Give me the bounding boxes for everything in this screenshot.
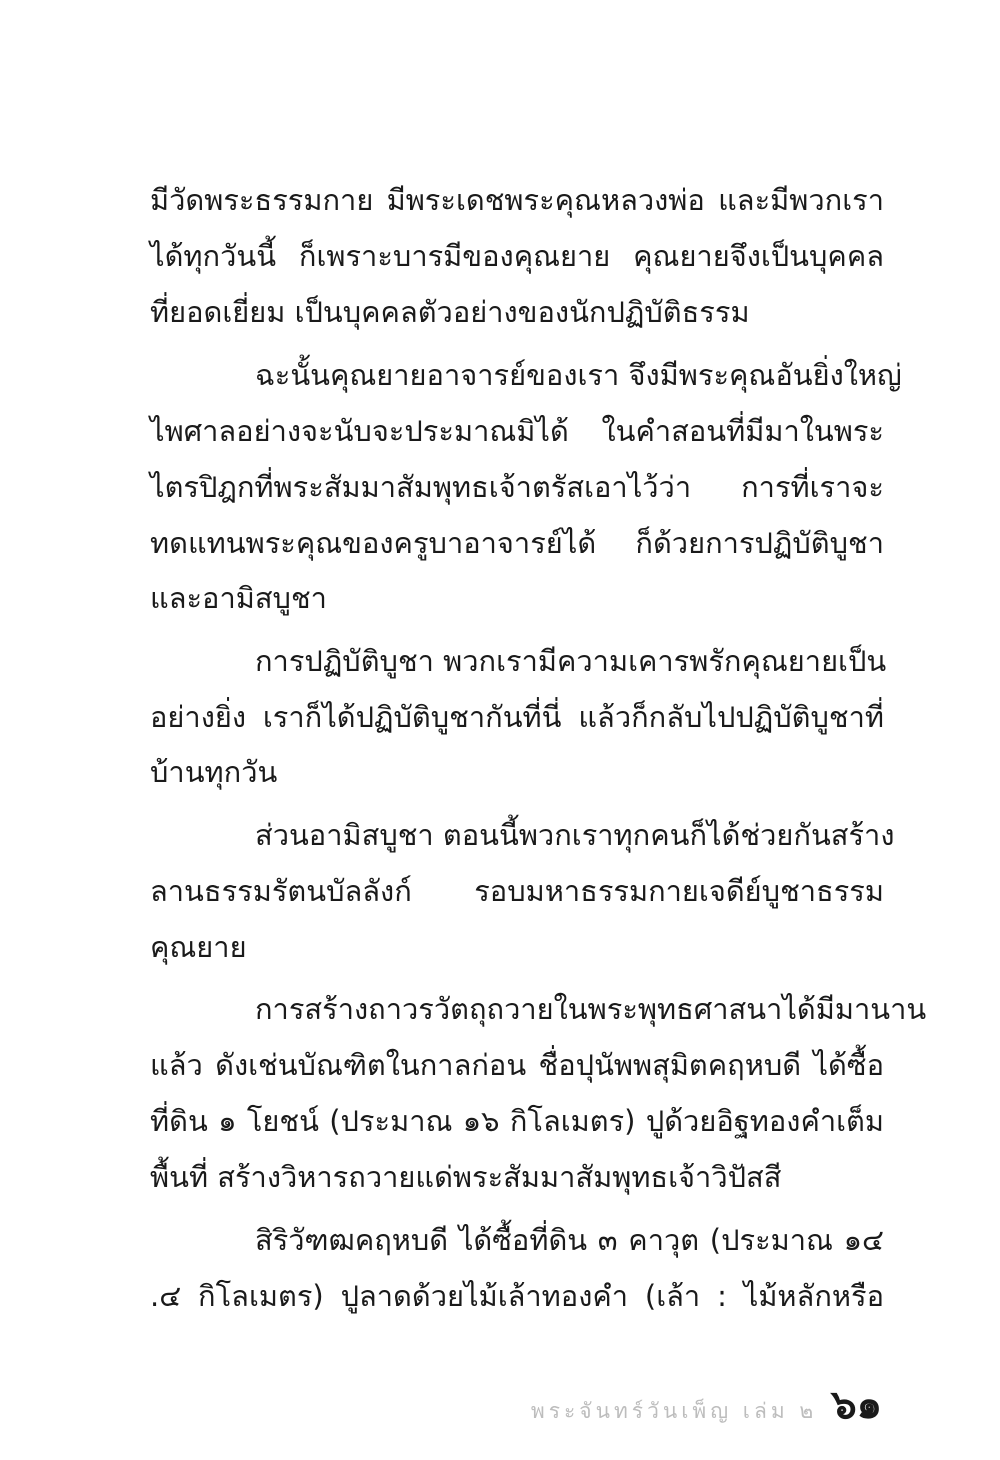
text-line: ที่ยอดเยี่ยม เป็นบุคคลตัวอย่างของนักปฏิบัติธรรม — [150, 295, 750, 329]
running-title: พระจันทร์วันเพ็ญ เล่ม ๒ — [530, 1399, 818, 1423]
paragraph-first-line: ส่วนอามิสบูชา ตอนนี้พวกเราทุกคนก็ได้ช่วยกันสร้าง — [255, 818, 895, 852]
paragraph-first-line: สิริวัฑฒคฤหบดี ได้ซื้อที่ดิน ๓ คาวุต (ประมาณ ๑๔ — [255, 1223, 884, 1257]
text-line: ไพศาลอย่างจะนับจะประมาณมิได้ ในคำสอนที่มีมาในพระ — [150, 414, 884, 448]
text-line: คุณยาย — [150, 930, 247, 964]
text-line: มีวัดพระธรรมกาย มีพระเดชพระคุณหลวงพ่อ และมีพวกเรา — [150, 183, 884, 217]
text-line: ลานธรรมรัตนบัลลังก์ รอบมหาธรรมกายเจดีย์บูชาธรรม — [150, 874, 884, 908]
text-line: แล้ว ดังเช่นบัณฑิตในกาลก่อน ชื่อปุนัพพสุมิตคฤหบดี ได้ซื้อ — [150, 1048, 884, 1082]
page-footer — [530, 1372, 882, 1428]
paragraph-first-line: การสร้างถาวรวัตถุถวายในพระพุทธศาสนาได้มีมานาน — [255, 992, 927, 1026]
text-line: และอามิสบูชา — [150, 581, 327, 615]
text-line: บ้านทุกวัน — [150, 755, 278, 789]
text-line: อย่างยิ่ง เราก็ได้ปฏิบัติบูชากันที่นี่ แล้วก็กลับไปปฏิบัติบูชาที่ — [150, 700, 884, 734]
page-number: ๖๑ — [831, 1382, 882, 1428]
text-line: .๔ กิโลเมตร) ปูลาดด้วยไม้เล้าทองคำ (เล้า : ไม้หลักหรือ — [150, 1279, 884, 1313]
text-line: ที่ดิน ๑ โยชน์ (ประมาณ ๑๖ กิโลเมตร) ปูด้วยอิฐทองคำเต็ม — [150, 1104, 884, 1138]
text-line: ได้ทุกวันนี้ ก็เพราะบารมีของคุณยาย คุณยายจึงเป็นบุคคล — [150, 239, 884, 273]
paragraph-first-line: ฉะนั้นคุณยายอาจารย์ของเรา จึงมีพระคุณอันยิ่งใหญ่ — [255, 358, 902, 392]
text-line: พื้นที่ สร้างวิหารถวายแด่พระสัมมาสัมพุทธเจ้าวิปัสสี — [150, 1160, 782, 1194]
text-line: ไตรปิฎกที่พระสัมมาสัมพุทธเจ้าตรัสเอาไว้ว่า การที่เราจะ — [150, 470, 884, 504]
text-line: ทดแทนพระคุณของครูบาอาจารย์ได้ ก็ด้วยการปฏิบัติบูชา — [150, 526, 884, 560]
paragraph-first-line: การปฏิบัติบูชา พวกเรามีความเคารพรักคุณยายเป็น — [255, 644, 887, 678]
